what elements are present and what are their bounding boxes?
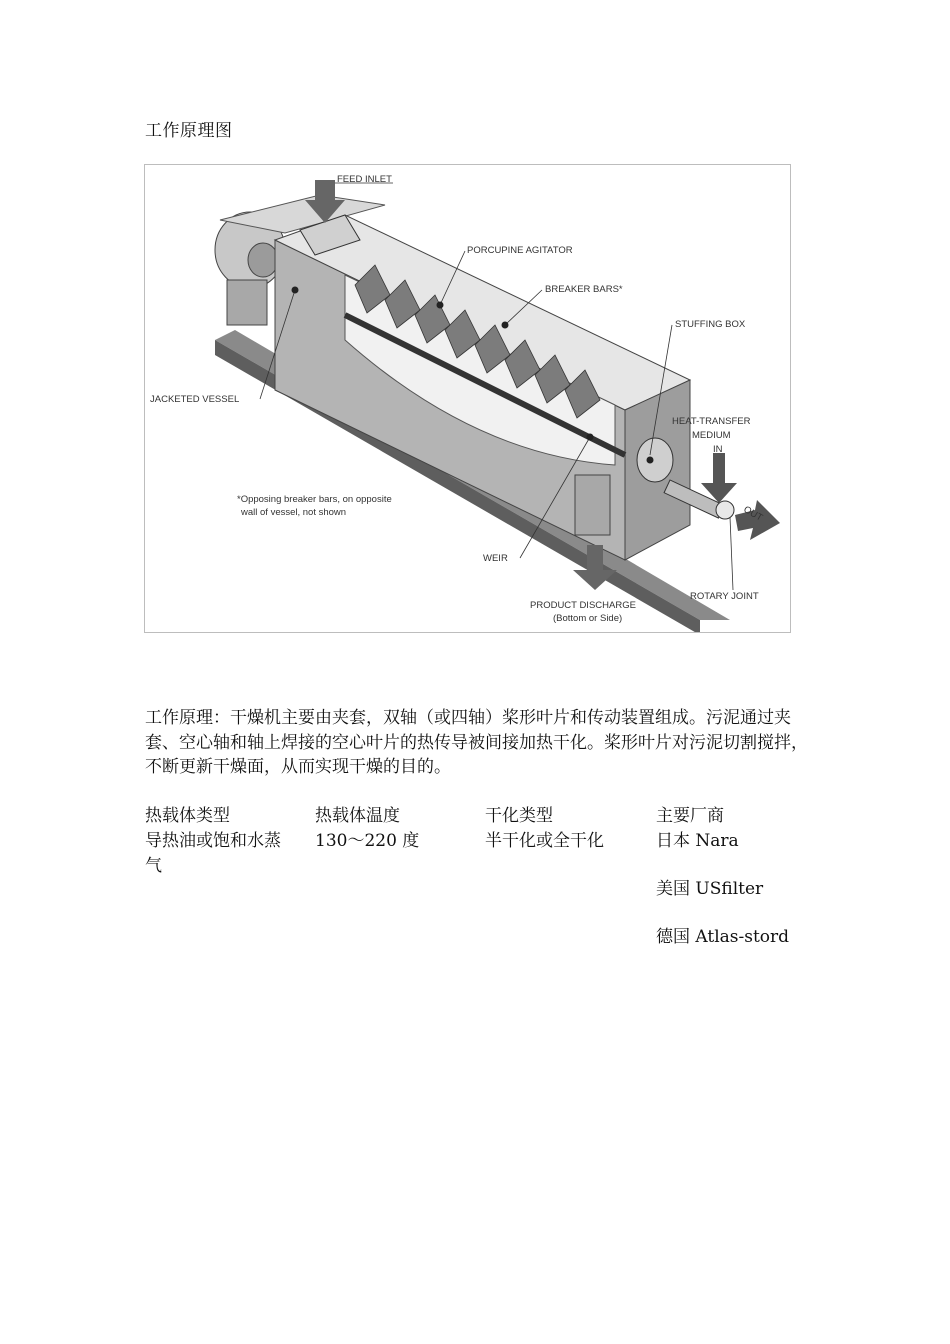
column-temperature xyxy=(315,804,419,854)
label-heat-transfer: HEAT-TRANSFER xyxy=(672,416,751,427)
dryer-illustration xyxy=(145,165,790,632)
support-leg-left xyxy=(227,280,267,325)
label-porcupine-agitator: PORCUPINE AGITATOR xyxy=(467,245,573,256)
heat-transfer-in-arrow xyxy=(701,453,737,503)
label-heat-transfer-in: IN xyxy=(713,444,723,455)
column-medium xyxy=(145,804,285,879)
label-jacketed-vessel: JACKETED VESSEL xyxy=(150,394,240,405)
header-vendors: 主要厂商 xyxy=(656,806,724,826)
label-product-discharge: PRODUCT DISCHARGE xyxy=(530,600,636,611)
label-feed-inlet: FEED INLET xyxy=(337,174,392,185)
label-product-discharge-sub: (Bottom or Side) xyxy=(553,613,623,624)
label-out: OUT xyxy=(741,504,765,524)
label-breaker-bars: BREAKER BARS* xyxy=(545,284,623,295)
column-drying-type xyxy=(485,804,604,854)
label-stuffing-box: STUFFING BOX xyxy=(675,319,746,330)
cell-vendor-1: 日本 Nara xyxy=(656,831,739,851)
header-temperature: 热载体温度 xyxy=(315,806,400,826)
column-vendors xyxy=(656,804,789,950)
figure-heading: 工作原理图 xyxy=(145,121,233,141)
cell-vendor-3: 德国 Atlas-stord xyxy=(656,927,790,947)
support-leg-right xyxy=(575,475,610,535)
label-footnote-line2: wall of vessel, not shown xyxy=(241,507,347,518)
cell-temperature: 130～220 度 xyxy=(315,831,420,851)
cell-drying-type: 半干化或全干化 xyxy=(485,831,604,851)
stuffing-box-bearing xyxy=(637,438,673,482)
dryer-diagram xyxy=(144,164,791,633)
cell-medium: 导热油或饱和水蒸气 xyxy=(145,831,281,876)
rotary-joint xyxy=(716,501,734,519)
label-rotary-joint: ROTARY JOINT xyxy=(690,591,759,602)
label-heat-transfer-medium: MEDIUM xyxy=(692,430,731,441)
label-weir: WEIR xyxy=(483,553,508,564)
header-medium: 热载体类型 xyxy=(145,806,230,826)
label-footnote-line1: *Opposing breaker bars, on opposite xyxy=(237,494,392,505)
header-drying-type: 干化类型 xyxy=(485,806,553,826)
working-principle-paragraph: 工作原理：干燥机主要由夹套，双轴（或四轴）桨形叶片和传动装置组成。污泥通过夹套、空心轴和轴上焊接的空心叶片的热传导被间接加热干化。桨形叶片对污泥切割搅拌，不断更新干燥面，从而实现干燥的目的。 xyxy=(145,708,808,777)
drive-hub xyxy=(248,243,278,277)
cell-vendor-2: 美国 USfilter xyxy=(656,879,764,899)
